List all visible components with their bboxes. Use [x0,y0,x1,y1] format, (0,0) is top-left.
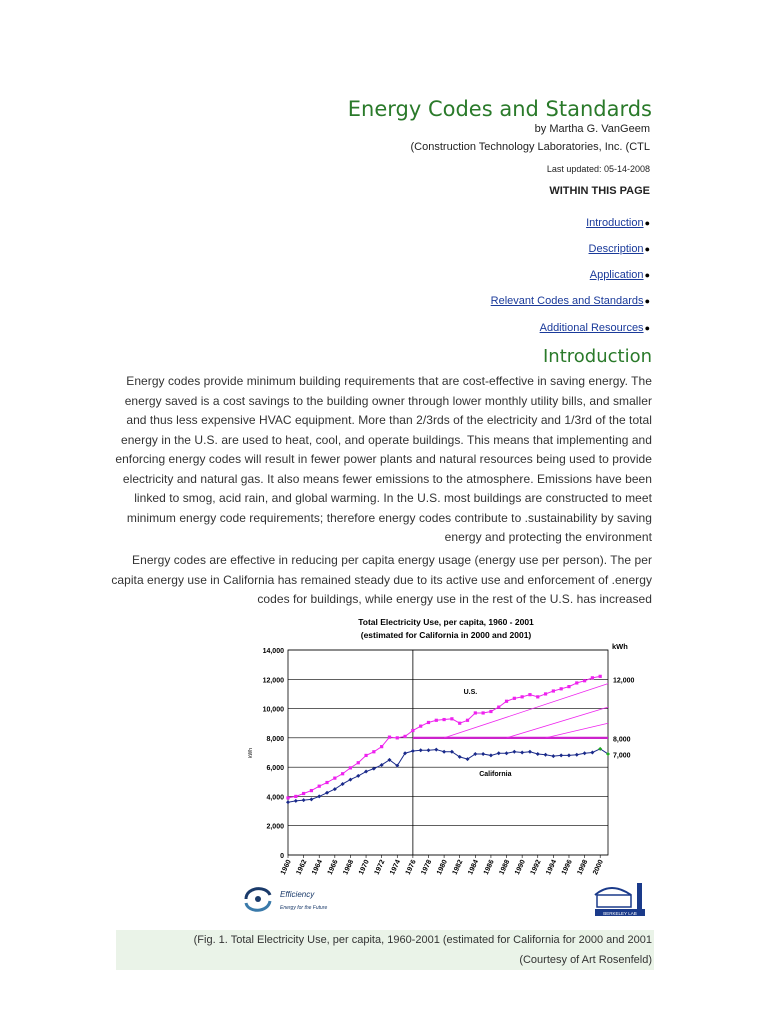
y-tick-label: 4,000 [266,794,284,802]
us-data-point [294,795,297,798]
us-data-point [419,725,422,728]
y-tick-label: 6,000 [266,765,284,773]
toc-link-description[interactable] [589,243,650,255]
bullet-icon: ● [644,270,650,280]
us-data-point [521,695,524,698]
chart-right-unit: kWh [612,642,628,651]
us-data-point [528,693,531,696]
us-data-point [333,777,336,780]
intro-paragraph-1: Energy codes provide minimum building requirements that are cost-effective in saving energy. The energy saved is a cost savings to the building owner through lower monthly utility bills, and smaller and thus less expensive HVAC equipment. More than 2/3rds of the electricity and 1/3rd of the total energy in the U.S. are used to heat, cool, and operate buildings. This means that implementing and enforcing energy codes will result in fewer power plants and natural resources being used to provide electricity and natural gas. It also means fewer emissions to the atmosphere. Emissions have been linked to smog, acid rain, and global warming. In the U.S. most buildings are constructed to meet minimum energy code requirements; therefore energy codes contribute to .sustainability by saving energy and protecting the environment [115,374,652,544]
us-data-point [310,789,313,792]
us-data-point [442,718,445,721]
x-tick-label: 1974 [389,858,403,876]
right-value-label: 7,000 [613,752,631,760]
plot-area [288,650,608,855]
x-tick-label: 1968 [342,858,356,876]
us-data-point [318,785,321,788]
x-tick-label: 1984 [467,858,481,876]
logo-left-tagline: Energy for the Future [280,905,328,911]
chart-title: Total Electricity Use, per capita, 1960 - 2001 [358,617,534,627]
x-tick-label: 1964 [311,858,325,876]
us-data-point [427,721,430,724]
figure-caption [116,930,654,970]
toc-link-relevant-codes[interactable] [491,295,650,307]
x-tick-label: 1966 [326,858,340,876]
us-data-point [489,710,492,713]
chart-y-axis-label: kWh [248,748,254,758]
right-value-label: 8,000 [613,736,631,744]
bullet-icon: ● [644,218,650,228]
us-data-point [364,754,367,757]
us-data-point [575,681,578,684]
logo-right-text: BERKELEY LAB [603,911,637,916]
caption-line-1: (Fig. 1. Total Electricity Use, per capita, 1960-2001 (estimated for California for 2000 and 2001 [193,934,652,946]
x-tick-label: 2000 [592,858,606,876]
us-data-point [450,717,453,720]
lab-building-icon [595,883,642,909]
toc-link-additional-resources[interactable] [540,322,650,334]
y-tick-label: 10,000 [262,706,284,714]
x-tick-label: 1972 [373,858,387,876]
us-data-point [388,736,391,739]
affiliation-line: (Construction Technology Laboratories, Inc. (CTL [410,141,650,153]
toc-heading: WITHIN THIS PAGE [549,185,650,197]
efficiency-swirl-icon [246,889,270,911]
us-data-point [357,761,360,764]
x-tick-label: 1962 [295,858,309,876]
x-tick-label: 1978 [420,858,434,876]
us-data-point [458,722,461,725]
toc-link-label: Relevant Codes and Standards [490,295,644,307]
us-data-point [403,735,406,738]
y-tick-label: 12,000 [262,677,284,685]
x-tick-label: 1998 [576,858,590,876]
us-data-point [482,711,485,714]
electricity-use-chart [236,613,654,919]
x-tick-label: 1970 [357,858,371,876]
us-data-point [396,736,399,739]
x-tick-label: 1990 [514,858,527,876]
x-tick-label: 1994 [545,858,559,876]
us-data-point [560,687,563,690]
us-data-point [435,719,438,722]
y-tick-label: 8,000 [266,735,284,743]
us-data-point [380,745,383,748]
page-title: Energy Codes and Standards [347,97,652,121]
us-data-point [599,675,602,678]
berkeley-lab-logo [591,879,651,919]
y-tick-label: 14,000 [262,648,284,655]
x-tick-label: 1976 [404,858,418,876]
caption-line-2: (Courtesy of Art Rosenfeld) [519,954,652,966]
us-data-point [372,750,375,753]
x-tick-label: 1992 [529,858,543,876]
right-value-label: 12,000 [613,677,635,685]
us-data-point [505,700,508,703]
efficiency-logo [238,879,348,919]
bullet-icon: ● [644,296,650,306]
x-tick-label: 1986 [482,858,496,876]
toc-link-label: Application [589,269,644,281]
section-heading-introduction: Introduction [542,346,652,367]
author-line: by Martha G. VanGeem [534,123,650,135]
us-data-point [325,781,328,784]
bullet-icon: ● [644,244,650,254]
last-updated: Last updated: 05-14-2008 [546,164,650,174]
x-tick-label: 1996 [560,858,574,876]
us-data-point [567,685,570,688]
toc-link-introduction[interactable] [586,217,650,229]
us-data-point [513,697,516,700]
toc-link-label: Introduction [586,217,644,229]
series-label-california: California [479,770,512,778]
bullet-icon: ● [644,323,650,333]
logo-left-title: Efficiency [280,890,315,899]
us-data-point [583,679,586,682]
us-data-point [286,796,289,799]
us-data-point [536,695,539,698]
x-tick-label: 1980 [435,858,449,876]
y-tick-label: 0 [280,853,284,860]
us-data-point [544,692,547,695]
y-tick-label: 2,000 [266,823,284,831]
x-tick-label: 1960 [279,858,293,876]
us-data-point [552,689,555,692]
us-data-point [341,772,344,775]
chart-svg [236,613,654,919]
us-data-point [591,676,594,679]
x-tick-label: 1988 [498,858,512,876]
x-tick-label: 1982 [451,858,465,876]
us-data-point [466,719,469,722]
us-data-point [302,792,305,795]
us-data-point [411,729,414,732]
us-data-point [349,766,352,769]
series-label-us: U.S. [463,688,478,696]
toc-link-application[interactable] [590,269,650,281]
chart-subtitle: (estimated for California in 2000 and 2001) [360,630,532,640]
us-data-point [497,706,500,709]
toc-link-label: Additional Resources [539,322,644,334]
intro-paragraph-2: Energy codes are effective in reducing per capita energy usage (energy use per person). The per capita energy use in California has remained steady due to its active use and enforcement of .energy codes for buildings, while energy use in the rest of the U.S. has increased [111,553,652,606]
us-data-point [474,711,477,714]
toc-link-label: Description [588,243,644,255]
